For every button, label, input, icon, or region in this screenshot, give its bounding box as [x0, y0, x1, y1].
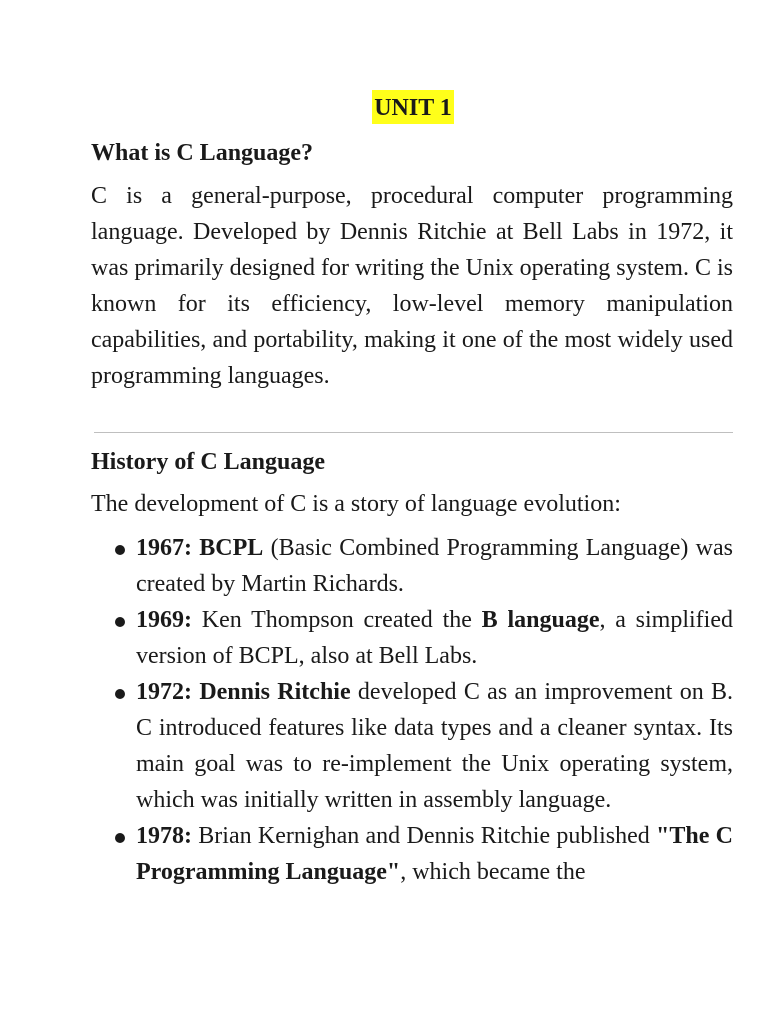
- history-timeline-list: [91, 530, 733, 890]
- document-page: [91, 90, 733, 890]
- timeline-year: 1967:: [136, 535, 192, 561]
- timeline-bold-term: BCPL: [199, 535, 264, 561]
- horizontal-divider: [94, 432, 733, 433]
- unit-title: UNIT 1: [372, 90, 454, 124]
- timeline-text-before: Brian Kernighan and Dennis Ritchie published: [192, 823, 657, 849]
- bullet-icon: [115, 689, 125, 699]
- intro-paragraph: C is a general-purpose, procedural computer programming language. Developed by Dennis Ritchie at Bell Labs in 1972, it was primarily designed for writing the Unix operating system. C is known for its efficiency, low-level memory manipulation capabilities, and portability, making it one of the most widely used programming languages.: [91, 183, 733, 389]
- timeline-year: 1969:: [136, 607, 192, 633]
- timeline-text: developed C as an improvement on B. C introduced features like data types and a cleaner syntax. Its main goal was to re-implement the Unix operating system, which was initially written in assembly language.: [136, 679, 734, 813]
- timeline-item-1969: [91, 602, 733, 674]
- bullet-icon: [115, 833, 125, 843]
- section-heading-what-is-c: What is C Language?: [91, 140, 314, 166]
- timeline-text: (Basic Combined Programming Language) was created by Martin Richards.: [136, 535, 734, 597]
- history-lead-paragraph: The development of C is a story of language evolution:: [91, 491, 621, 517]
- bullet-icon: [115, 545, 125, 555]
- timeline-item-1972: [91, 674, 733, 818]
- timeline-text-before: Ken Thompson created the: [192, 607, 482, 633]
- timeline-bold-term: Dennis Ritchie: [199, 679, 351, 705]
- timeline-item-1978: [91, 818, 733, 890]
- unit-heading-row: [91, 90, 733, 128]
- timeline-item-1967: [91, 530, 733, 602]
- timeline-bold-term: "The C Programming Language": [136, 823, 733, 885]
- timeline-text-after: , a simplified version of BCPL, also at Bell Labs.: [136, 607, 733, 669]
- section-heading-history: History of C Language: [91, 449, 325, 475]
- timeline-bold-term: B language: [481, 607, 600, 633]
- timeline-year: 1978:: [136, 823, 192, 849]
- timeline-text-after: , which became the: [400, 859, 586, 885]
- timeline-year: 1972:: [136, 679, 192, 705]
- bullet-icon: [115, 617, 125, 627]
